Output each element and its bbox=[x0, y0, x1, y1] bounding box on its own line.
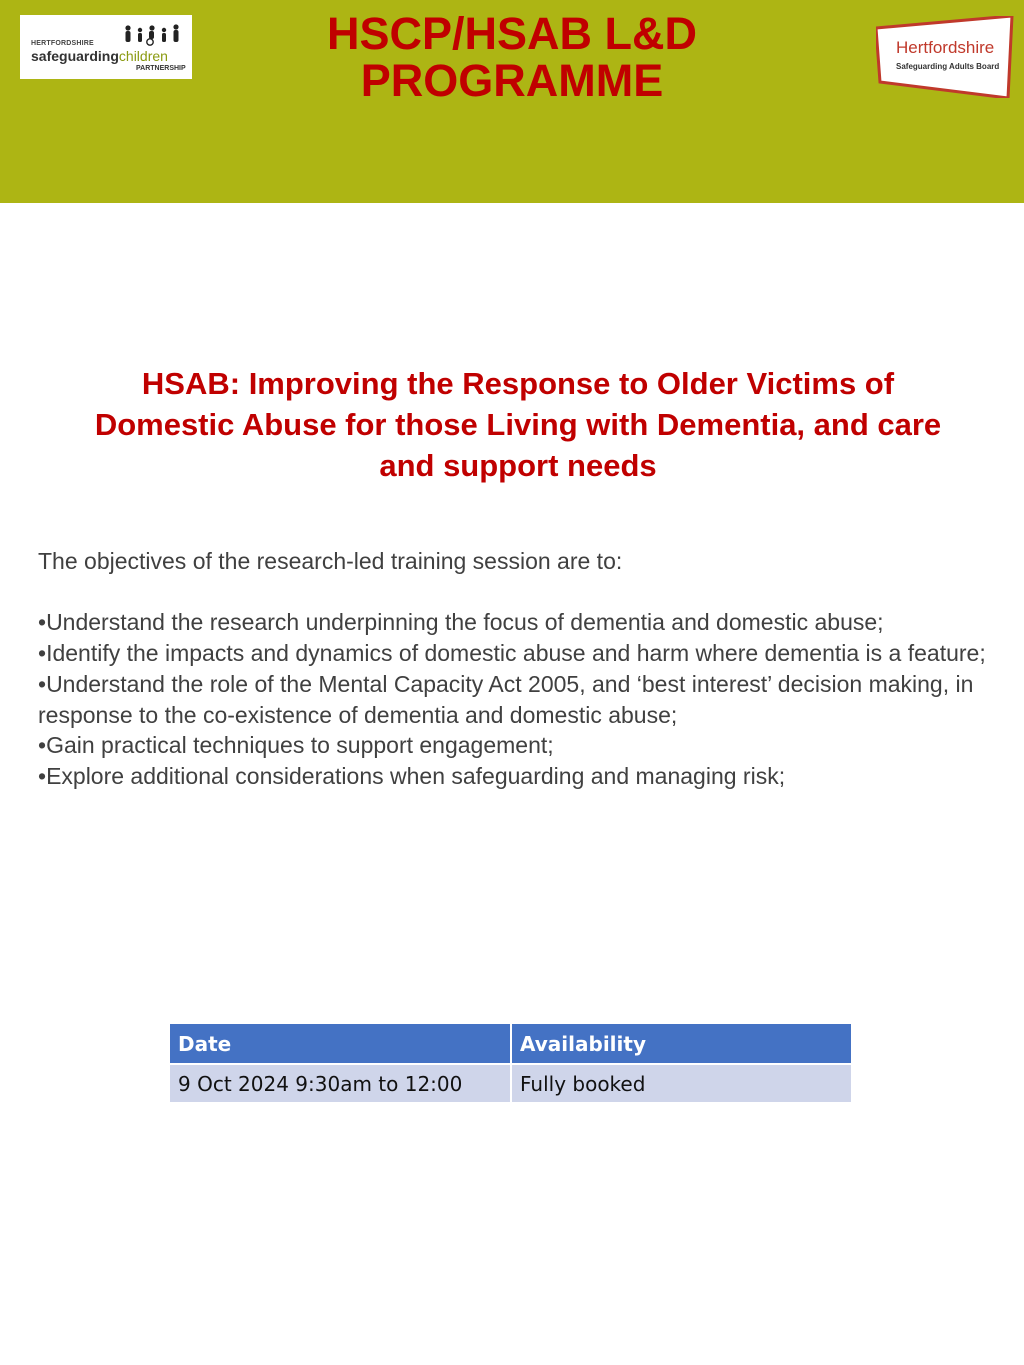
session-date-cell: 9 Oct 2024 9:30am to 12:00 bbox=[170, 1063, 512, 1102]
objective-item: • Understand the role of the Mental Capacity Act 2005, and ‘best interest’ decision making, in response to the co-existence of dementia and domestic abuse; bbox=[38, 669, 1013, 730]
logo-left-line1: HERTFORDSHIRE bbox=[31, 40, 94, 47]
course-title bbox=[30, 363, 1006, 486]
objectives-list bbox=[38, 607, 1013, 791]
availability-cell: Fully booked bbox=[512, 1063, 853, 1102]
objective-item: • Explore additional considerations when safeguarding and managing risk; bbox=[38, 761, 1013, 792]
course-title-line1: HSAB: Improving the Response to Older Victims of bbox=[141, 366, 895, 401]
logo-right-subtitle: Safeguarding Adults Board bbox=[896, 62, 1000, 71]
course-title-line2: Domestic Abuse for those Living with Dementia, and care bbox=[94, 407, 942, 442]
objective-item: • Understand the research underpinning the focus of dementia and domestic abuse; bbox=[38, 607, 1013, 638]
page-title bbox=[262, 10, 762, 104]
logo-left-line2 bbox=[31, 48, 168, 64]
people-icon bbox=[120, 23, 184, 47]
objective-item: • Gain practical techniques to support engagement; bbox=[38, 730, 1013, 761]
logo-left-line2a: safeguarding bbox=[31, 48, 119, 64]
hsab-logo bbox=[876, 16, 1014, 96]
table-header-row bbox=[170, 1024, 853, 1063]
availability-column-header: Availability bbox=[512, 1024, 853, 1063]
logo-left-line2b: children bbox=[118, 48, 168, 64]
page-title-line2: PROGRAMME bbox=[360, 55, 664, 106]
objectives-intro: The objectives of the research-led training session are to: bbox=[38, 548, 623, 574]
logo-right-title: Hertfordshire bbox=[896, 38, 995, 57]
schedule-table bbox=[170, 1024, 853, 1102]
table-row bbox=[170, 1063, 853, 1102]
course-title-line3: and support needs bbox=[379, 448, 657, 483]
hscp-logo bbox=[20, 15, 192, 79]
date-column-header: Date bbox=[170, 1024, 512, 1063]
page-title-line1: HSCP/HSAB L&D bbox=[326, 8, 698, 59]
objective-item: • Identify the impacts and dynamics of domestic abuse and harm where dementia is a feature; bbox=[38, 638, 1013, 669]
header-banner bbox=[0, 0, 1024, 203]
logo-left-line3: PARTNERSHIP bbox=[136, 65, 186, 72]
objectives-section bbox=[38, 546, 1013, 792]
